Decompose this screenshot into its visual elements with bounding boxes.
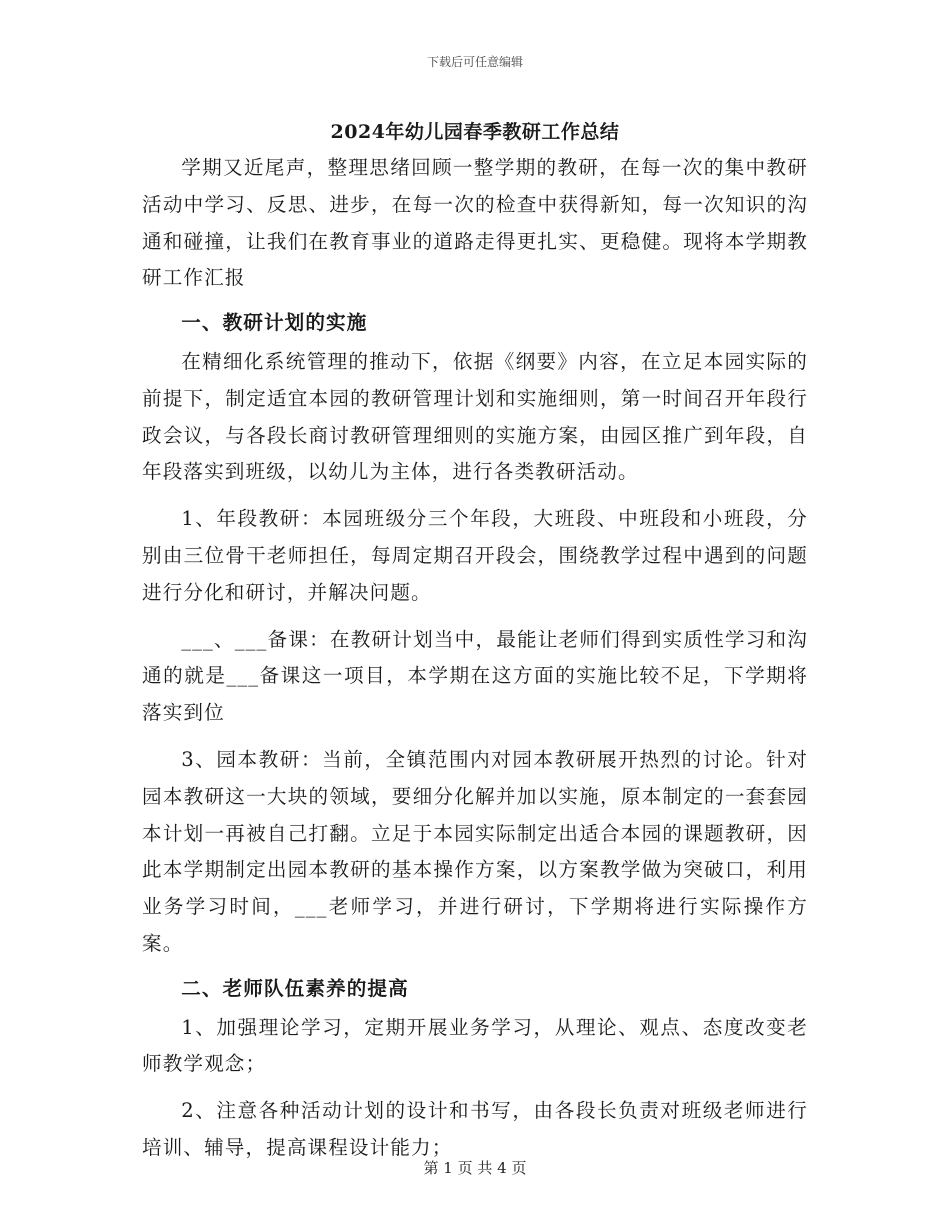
section-heading-1: 一、教研计划的实施 xyxy=(181,311,368,335)
section1-paragraph: 3、园本教研：当前，全镇范围内对园本教研展开热烈的讨论。针对园本教研这一大块的领域，要细分化解并加以实施，原本制定的一套套园本计划一再被自己打翻。立足于本园实际制定出适合本园的课题教研，因此本学期制定出园本教研的基本操作方案，以方案教学做为突破口，利用业务学习时间，___老师学习，并进行研讨，下学期将进行实际操作方案。 xyxy=(142,747,808,955)
section-heading-2: 二、老师队伍素养的提高 xyxy=(181,976,409,1000)
section2-paragraph: 1、加强理论学习，定期开展业务学习，从理论、观点、态度改变老师教学观念； xyxy=(142,1015,808,1076)
section2-paragraph: 2、注意各种活动计划的设计和书写，由各段长负责对班级老师进行培训、辅导，提高课程设计能力； xyxy=(142,1099,808,1159)
page-title: 2024年幼儿园春季教研工作总结 xyxy=(330,121,620,143)
document-body xyxy=(142,150,808,1167)
section1-paragraph: ___、___备课：在教研计划当中，最能让老师们得到实质性学习和沟通的就是___备课这一项目，本学期在这方面的实施比较不足，下学期将落实到位 xyxy=(142,627,808,725)
header-note: 下载后可任意编辑 xyxy=(426,55,523,69)
section1-paragraph: 在精细化系统管理的推动下，依据《纲要》内容，在立足本园实际的前提下，制定适宜本园的教研管理计划和实施细则，第一时间召开年段行政会议，与各段长商讨教研管理细则的实施方案，由园区推广到年段，自年段落实到班级，以幼儿为主体，进行各类教研活动。 xyxy=(142,349,808,484)
intro-paragraph: 学期又近尾声，整理思绪回顾一整学期的教研，在每一次的集中教研活动中学习、反思、进步，在每一次的检查中获得新知，每一次知识的沟通和碰撞，让我们在教育事业的道路走得更扎实、更稳健。现将本学期教研工作汇报 xyxy=(142,156,808,290)
page-footer: 第 1 页 共 4 页 xyxy=(423,1159,527,1177)
section1-paragraph: 1、年段教研：本园班级分三个年段，大班段、中班段和小班段，分别由三位骨干老师担任，每周定期召开段会，围绕教学过程中遇到的问题进行分化和研讨，并解决问题。 xyxy=(142,507,808,604)
